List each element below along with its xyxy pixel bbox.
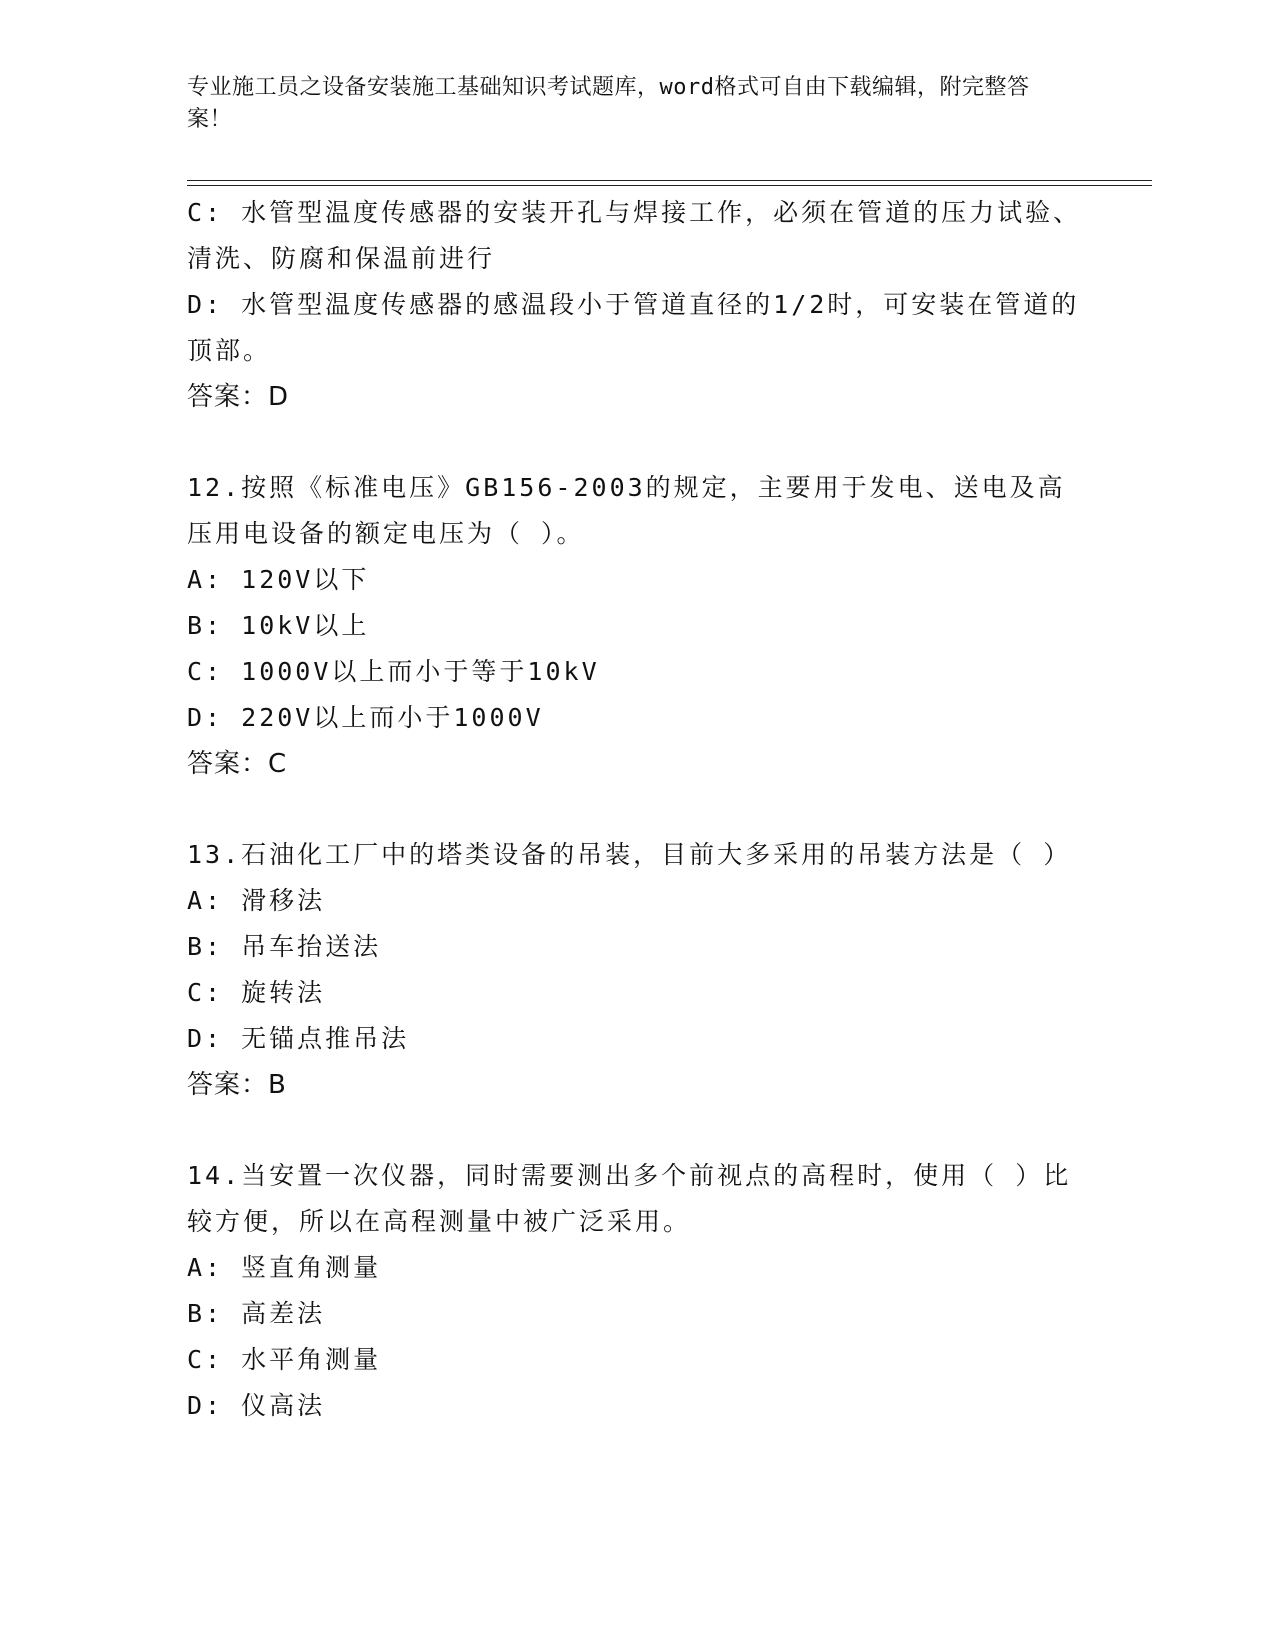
answer-line: 答案：D (187, 382, 290, 412)
option-a: A: 120V以下 (187, 565, 370, 594)
header-divider-bottom (187, 185, 1152, 186)
question-stem: 13.石油化工厂中的塔类设备的吊装，目前大多采用的吊装方法是（ ） (187, 840, 1072, 869)
option-c: C: 旋转法 (187, 978, 326, 1007)
spacer (187, 787, 1087, 832)
spacer (187, 1108, 1087, 1153)
option-d: D: 220V以上而小于1000V (187, 703, 544, 732)
answer-line: 答案：C (187, 749, 288, 779)
answer-line: 答案：B (187, 1070, 287, 1100)
question-12 (187, 465, 1087, 787)
question-11-tail (187, 190, 1087, 420)
page-header (187, 72, 1067, 136)
option-b: B: 吊车抬送法 (187, 932, 382, 961)
option-d: D: 无锚点推吊法 (187, 1024, 410, 1053)
option-c: C: 水平角测量 (187, 1345, 382, 1374)
spacer (187, 420, 1087, 465)
question-13 (187, 832, 1087, 1108)
question-14 (187, 1153, 1087, 1429)
header-title: 专业施工员之设备安装施工基础知识考试题库，word格式可自由下载编辑，附完整答案！ (187, 75, 1030, 132)
question-list (187, 190, 1087, 1429)
header-divider-top (187, 180, 1152, 181)
option-b: B: 高差法 (187, 1299, 326, 1328)
question-stem: 14.当安置一次仪器，同时需要测出多个前视点的高程时，使用（ ）比较方便，所以在高程测量中被广泛采用。 (187, 1161, 1072, 1236)
option-d: D: 水管型温度传感器的感温段小于管道直径的1/2时，可安装在管道的顶部。 (187, 290, 1080, 365)
option-c: C: 水管型温度传感器的安装开孔与焊接工作，必须在管道的压力试验、清洗、防腐和保温前进行 (187, 198, 1082, 273)
option-c: C: 1000V以上而小于等于10kV (187, 657, 600, 686)
option-a: A: 竖直角测量 (187, 1253, 382, 1282)
option-a: A: 滑移法 (187, 886, 326, 915)
option-b: B: 10kV以上 (187, 611, 370, 640)
question-stem: 12.按照《标准电压》GB156-2003的规定，主要用于发电、送电及高压用电设备的额定电压为（ ）。 (187, 473, 1066, 548)
option-d: D: 仪高法 (187, 1391, 326, 1420)
